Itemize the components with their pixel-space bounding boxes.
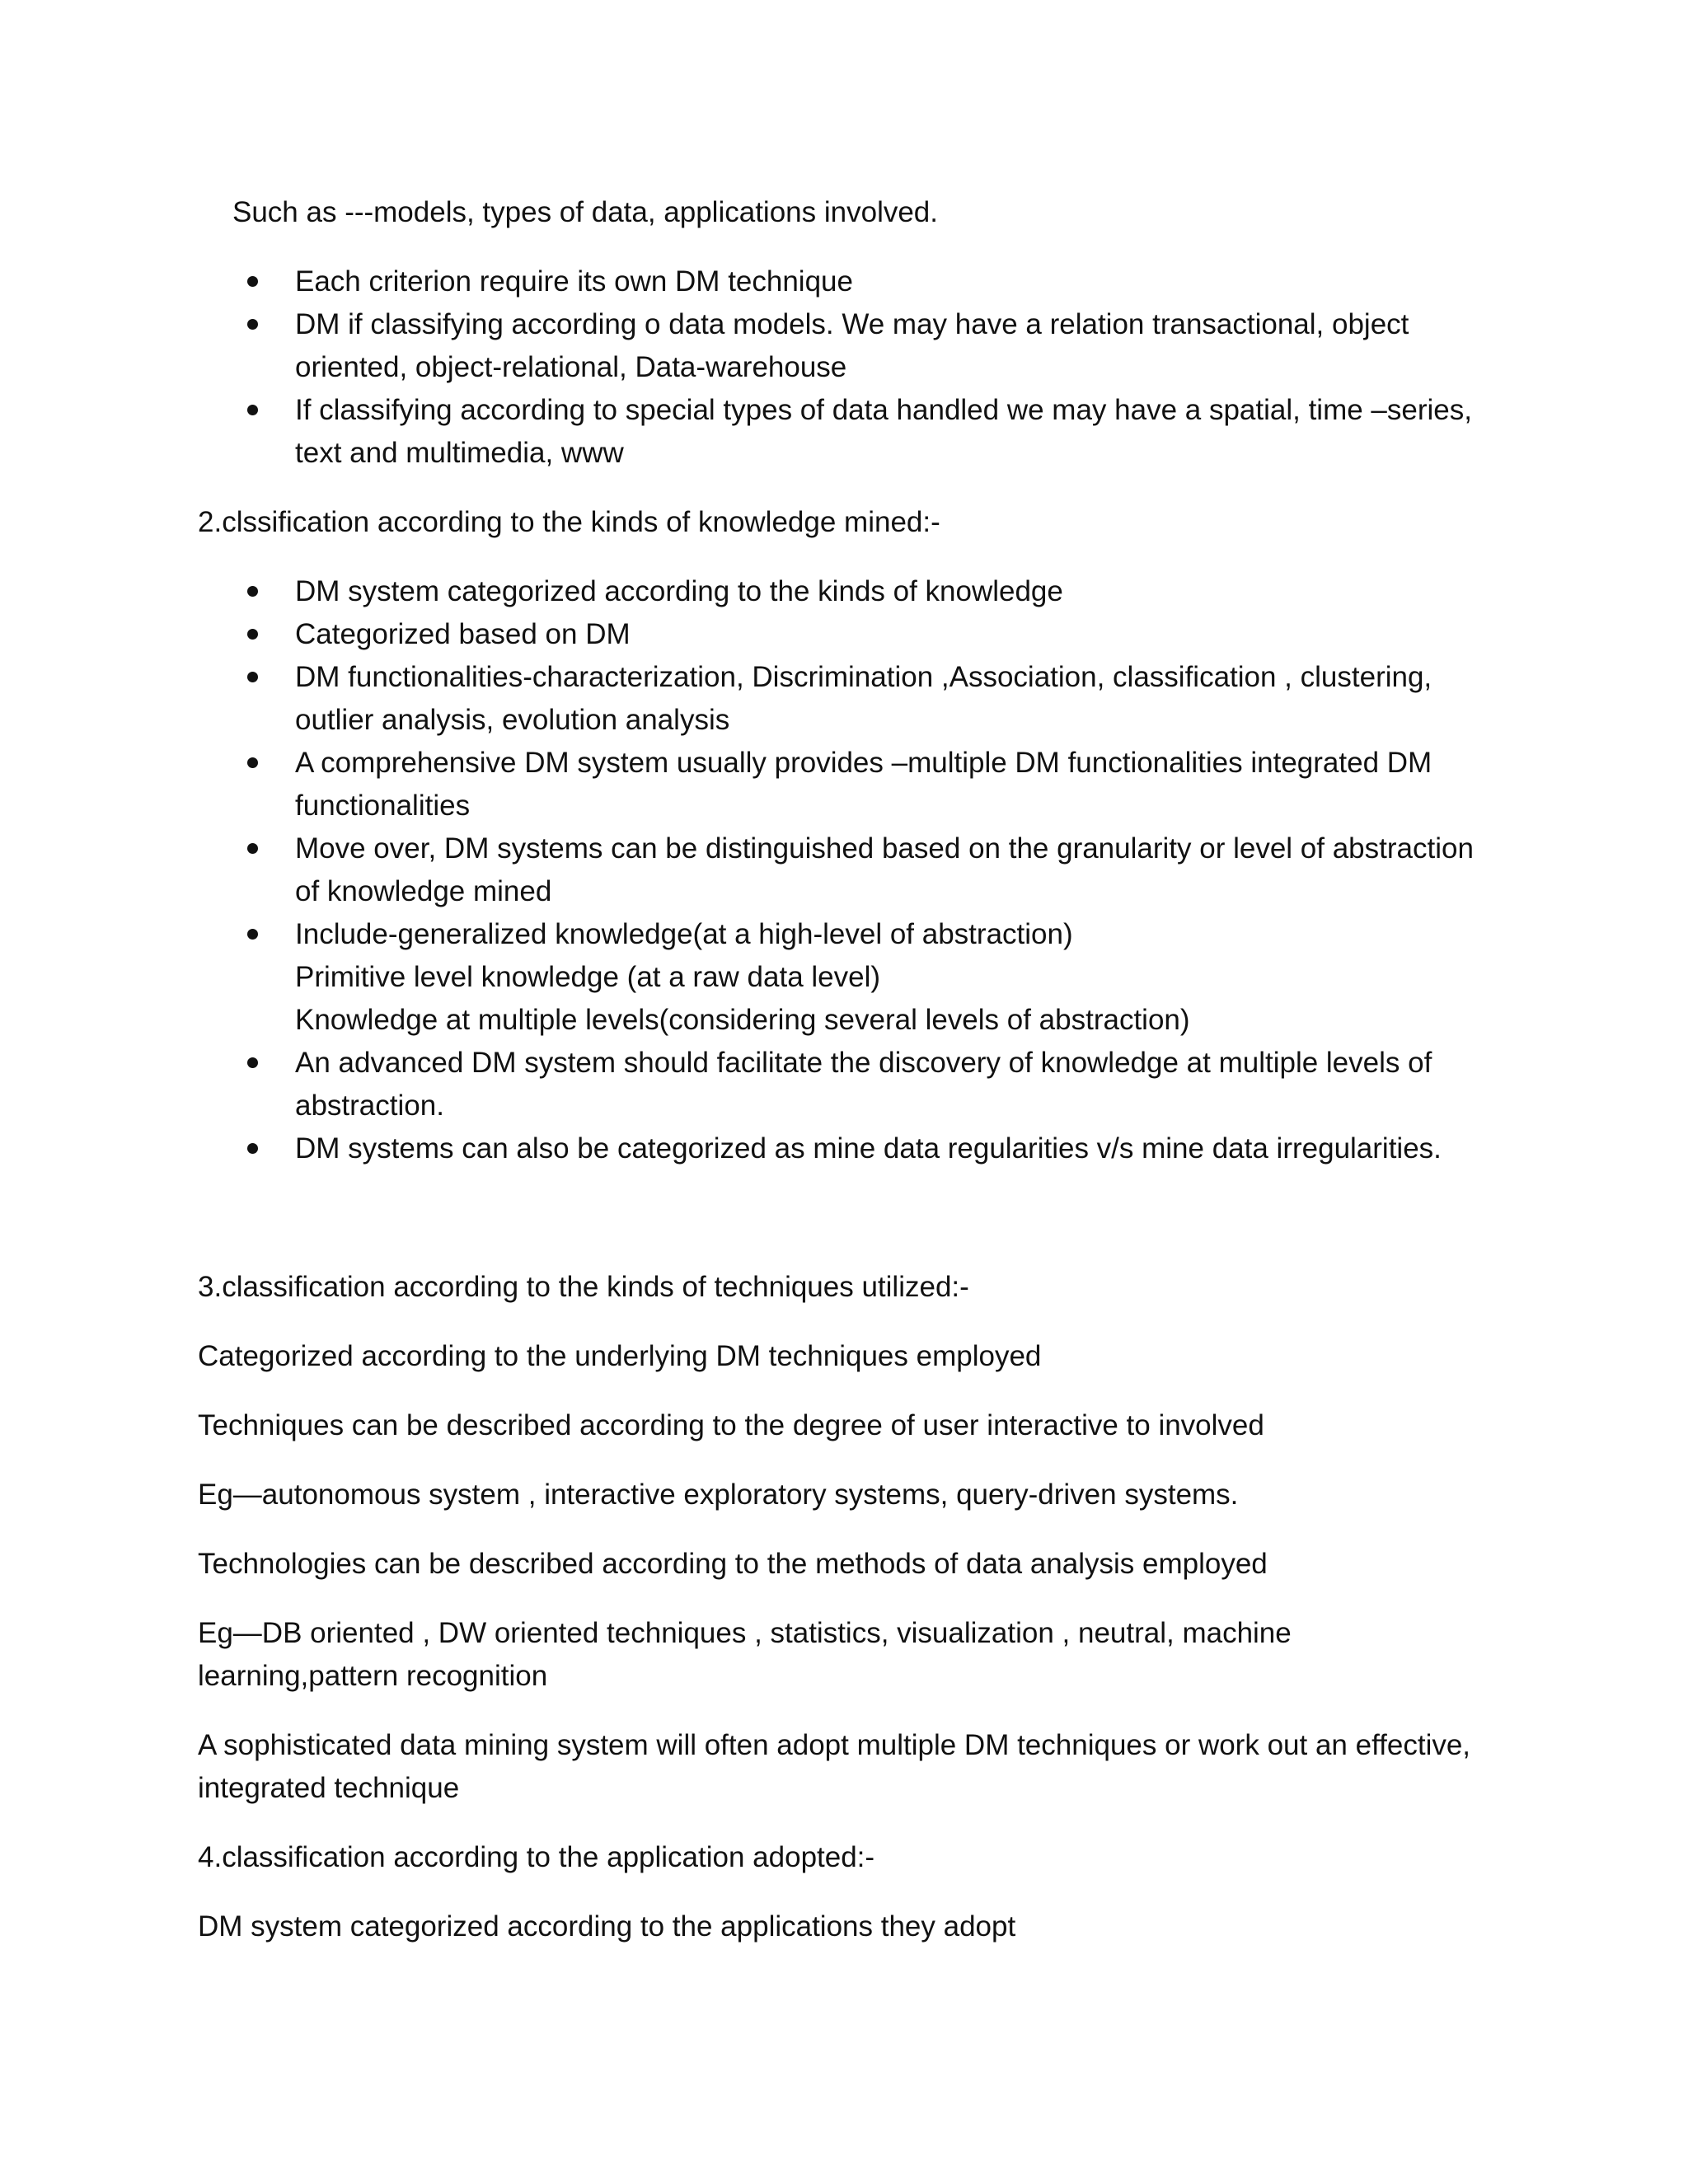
list-item: Each criterion require its own DM technique <box>198 260 1484 303</box>
intro-text: Such as ---models, types of data, applications involved. <box>232 196 938 228</box>
data-models-bullet-list <box>198 260 1484 475</box>
paragraph: Techniques can be described according to the degree of user interactive to involved <box>198 1409 1264 1441</box>
list-item: DM systems can also be categorized as mine data regularities v/s mine data irregularities. <box>198 1127 1484 1170</box>
blank-space <box>198 1197 1484 1266</box>
list-item: An advanced DM system should facilitate the discovery of knowledge at multiple levels of abstraction. <box>198 1042 1484 1127</box>
document-content <box>198 191 1484 1975</box>
list-item: Categorized based on DM <box>198 613 1484 656</box>
list-item-line: Knowledge at multiple levels(considering several levels of abstraction) <box>295 1004 1190 1036</box>
list-item-line: Primitive level knowledge (at a raw data level) <box>295 961 881 993</box>
list-item: If classifying according to special types of data handled we may have a spatial, time –series, text and multimedia, www <box>198 389 1484 475</box>
list-item-line: Include-generalized knowledge(at a high-level of abstraction) <box>295 918 1073 950</box>
list-item: A comprehensive DM system usually provides –multiple DM functionalities integrated DM functionalities <box>198 742 1484 827</box>
paragraph: A sophisticated data mining system will often adopt multiple DM techniques or work out an effective, integrated technique <box>198 1729 1471 1804</box>
list-item: DM system categorized according to the kinds of knowledge <box>198 570 1484 613</box>
paragraph: Categorized according to the underlying DM techniques employed <box>198 1340 1042 1372</box>
paragraph: Technologies can be described according to the methods of data analysis employed <box>198 1548 1268 1580</box>
list-item: DM if classifying according o data models. We may have a relation transactional, object oriented, object-relational, Data-warehouse <box>198 303 1484 389</box>
paragraph: Eg—autonomous system , interactive exploratory systems, query-driven systems. <box>198 1479 1239 1511</box>
paragraph: DM system categorized according to the applications they adopt <box>198 1910 1016 1943</box>
list-item: Move over, DM systems can be distinguished based on the granularity or level of abstraction of knowledge mined <box>198 827 1484 913</box>
section-heading-knowledge-mined: 2.clssification according to the kinds of knowledge mined:- <box>198 506 940 538</box>
section-heading-application: 4.classification according to the application adopted:- <box>198 1841 875 1873</box>
paragraph: Eg—DB oriented , DW oriented techniques , statistics, visualization , neutral, machine learning,pattern recognition <box>198 1617 1292 1692</box>
list-item-multiline <box>198 913 1484 1042</box>
list-item: DM functionalities-characterization, Discrimination ,Association, classification , clustering, outlier analysis, evolution analysis <box>198 656 1484 742</box>
knowledge-bullet-list <box>198 570 1484 1170</box>
section-heading-techniques: 3.classification according to the kinds of techniques utilized:- <box>198 1271 969 1303</box>
